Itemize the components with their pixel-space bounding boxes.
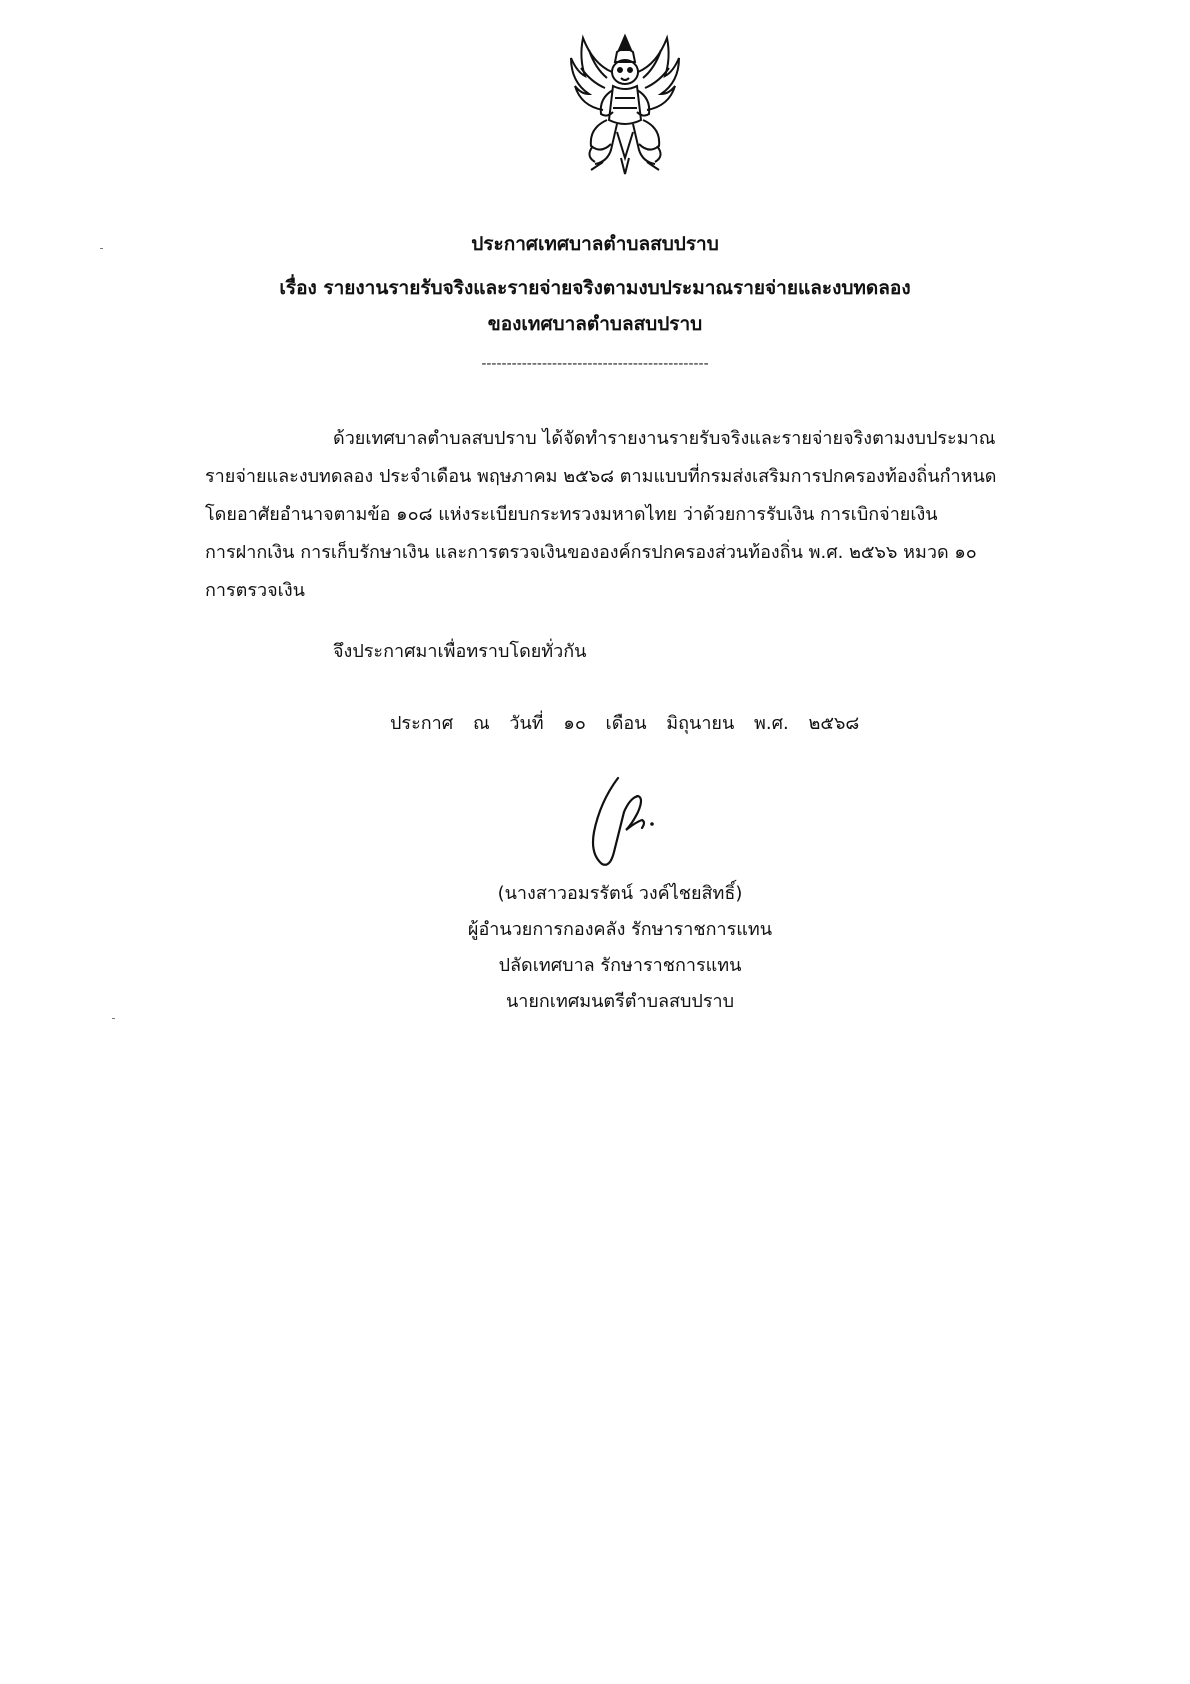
scan-speck — [100, 248, 103, 249]
date-month-label: เดือน — [605, 713, 647, 734]
handwritten-signature-icon — [580, 772, 670, 872]
announcement-subject-continued: ของเทศบาลตำบลสบปราบ — [487, 313, 703, 335]
announcement-subject: เรื่อง รายงานรายรับจริงและรายจ่ายจริงตามงบประมาณรายจ่ายและงบทดลอง — [279, 277, 911, 299]
signer-position-3: นายกเทศมนตรีตำบลสบปราบ — [505, 991, 735, 1012]
date-day: ๑๐ — [563, 713, 586, 734]
garuda-emblem-icon — [555, 28, 695, 178]
date-year-label: พ.ศ. — [754, 713, 789, 734]
signer-name: (นางสาวอมรรัตน์ วงค์ไชยสิทธิ์) — [497, 883, 743, 904]
announcement-date — [390, 712, 873, 736]
date-year: ๒๕๖๘ — [808, 713, 860, 734]
body-line: การตรวจเงิน — [205, 580, 305, 601]
date-month: มิถุนายน — [666, 713, 735, 734]
closing-statement: จึงประกาศมาเพื่อทราบโดยทั่วกัน — [333, 641, 587, 662]
body-line: การฝากเงิน การเก็บรักษาเงิน และการตรวจเงินขององค์กรปกครองส่วนท้องถิ่น พ.ศ. ๒๕๖๖ หมวด ๑๐ — [205, 542, 977, 563]
scan-speck — [112, 1018, 115, 1019]
date-prefix: ประกาศ — [390, 713, 454, 734]
date-at: ณ — [472, 713, 490, 734]
date-day-label: วันที่ — [509, 713, 544, 734]
body-line: รายจ่ายและงบทดลอง ประจำเดือน พฤษภาคม ๒๕๖๘ ตามแบบที่กรมส่งเสริมการปกครองท้องถิ่นกำหนด — [205, 466, 997, 487]
title-divider: --------------------------------------------- — [481, 356, 709, 372]
body-line: โดยอาศัยอำนาจตามข้อ ๑๐๘ แห่งระเบียบกระทรวงมหาดไทย ว่าด้วยการรับเงิน การเบิกจ่ายเงิน — [205, 504, 938, 525]
body-line: ด้วยเทศบาลตำบลสบปราบ ได้จัดทำรายงานรายรับจริงและรายจ่ายจริงตามงบประมาณ — [333, 428, 996, 449]
signer-position-1: ผู้อำนวยการกองคลัง รักษาราชการแทน — [467, 919, 773, 940]
body-paragraph — [205, 420, 1043, 610]
announcement-title: ประกาศเทศบาลตำบลสบปราบ — [471, 233, 719, 255]
signer-position-2: ปลัดเทศบาล รักษาราชการแทน — [498, 955, 742, 976]
